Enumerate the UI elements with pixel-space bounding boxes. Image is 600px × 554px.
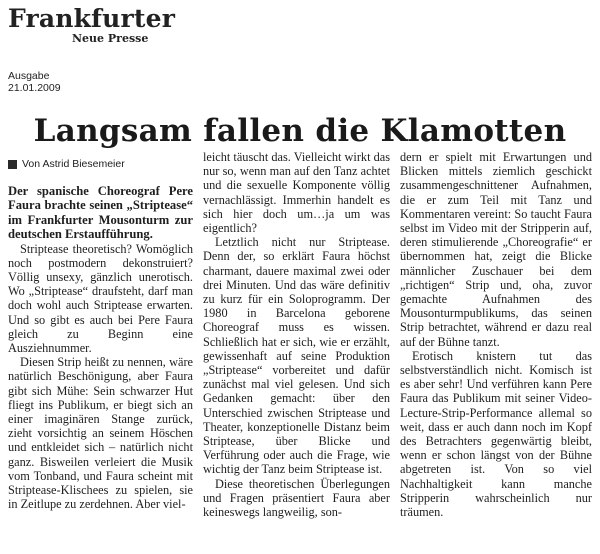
paragraph: leicht täuscht das. Vielleicht wirkt das nur so, wenn man auf den Tanz achtet und die sexuelle Komponente völlig vernachlässigt. Immerhin handelt es sich hier doch um…ja um was eigentlich?	[203, 150, 390, 236]
newspaper-title: Frankfurter	[8, 4, 176, 33]
article-headline: Langsam fallen die Klamotten	[33, 113, 567, 149]
paragraph: Letztlich nicht nur Striptease. Denn der, so erklärt Faura höchst charmant, dauere maximal zwei oder drei Minuten. Und das wäre definitiv zu kurz für ein Soloprogramm. Der 1980 in Barcelona geborene Choreograf muss es wissen. Schließlich hat er sich, wie er erzählt, gewissenhaft auf seine Produktion „Striptease“ vorbereitet und dafür zunächst mal viel gelesen. Und sich Gedanken gemacht: über den Unterschied zwischen Striptease und Theater, konzeptionelle Distanz beim Striptease, über Blicke und Verführung oder auch die Frage, wie wichtig der Tanz beim Striptease ist.	[203, 235, 390, 477]
edition-date: 21.01.2009	[8, 82, 61, 94]
paragraph: Diese theoretischen Überlegungen und Fragen präsentiert Faura aber keineswegs langweilig, son-	[203, 476, 390, 520]
article-column-1	[8, 158, 193, 511]
article-column-2	[203, 150, 390, 519]
byline-square-icon	[8, 160, 17, 169]
edition-info	[8, 70, 61, 94]
article-lead: Der spanische Choreograf Pere Faura brachte seinen „Striptease“ im Frankfurter Mousonturm zur deutschen Erstaufführung.	[8, 184, 193, 242]
newspaper-subtitle: Neue Presse	[72, 32, 149, 45]
paragraph: Striptease theoretisch? Womöglich noch postmodern dekonstruiert? Völlig unsexy, gänzlich unerotisch. Wo „Striptease“ draufsteht, darf man doch wohl auch Striptease erwarten. Und so gibt es auch bei Pere Faura gleich zu Beginn eine Ausziehnummer.	[8, 241, 193, 356]
edition-label: Ausgabe	[8, 70, 50, 82]
article-column-3	[400, 150, 592, 519]
paragraph: dern er spielt mit Erwartungen und Blicken mittels ziemlich geschickt zusammengeschnittener Aufnahmen, die er zum Teil mit Tanz und Kommentaren vereint: So taucht Faura selbst im Video mit der Stripperin auf, deren stimulierende „Choreografie“ er übernommen hat, zeigt die Blicke männlicher Zuschauer bei dem „richtigen“ Strip und, oha, zuvor gemachte Aufnahmen des Mousonturmpublikums, das seinen Strip betrachtet, während er dazu real auf der Bühne tanzt.	[400, 150, 592, 349]
masthead	[8, 6, 175, 45]
byline	[8, 158, 193, 170]
byline-author: Von Astrid Biesemeier	[22, 158, 125, 170]
paragraph: Diesen Strip heißt zu nennen, wäre natürlich Beschönigung, aber Faura gibt sich Mühe: Sein schwarzer Hut fliegt ins Publikum, er biegt sich an einer imaginären Stange zurück, zieht vorsichtig an seinem Höschen und entkleidet sich – natürlich nicht ganz. Bisweilen verleiert die Musik vom Tonband, und Faura scheint mit Striptease-Klischees zu spielen, sie in Zeitlupe zu zerdehnen. Aber viel-	[8, 355, 193, 512]
paragraph: Erotisch knistern tut das selbstverständlich nicht. Komisch ist es aber sehr! Und verführen kann Pere Faura das Publikum mit seiner Video-Lecture-Strip-Performance allemal so weit, dass er auch dann noch im Kopf des Betrachters gegenwärtig bleibt, wenn er schon längst von der Bühne abgetreten ist. Von so viel Nachhaltigkeit kann manche Stripperin wahrscheinlich nur träumen.	[400, 348, 592, 520]
